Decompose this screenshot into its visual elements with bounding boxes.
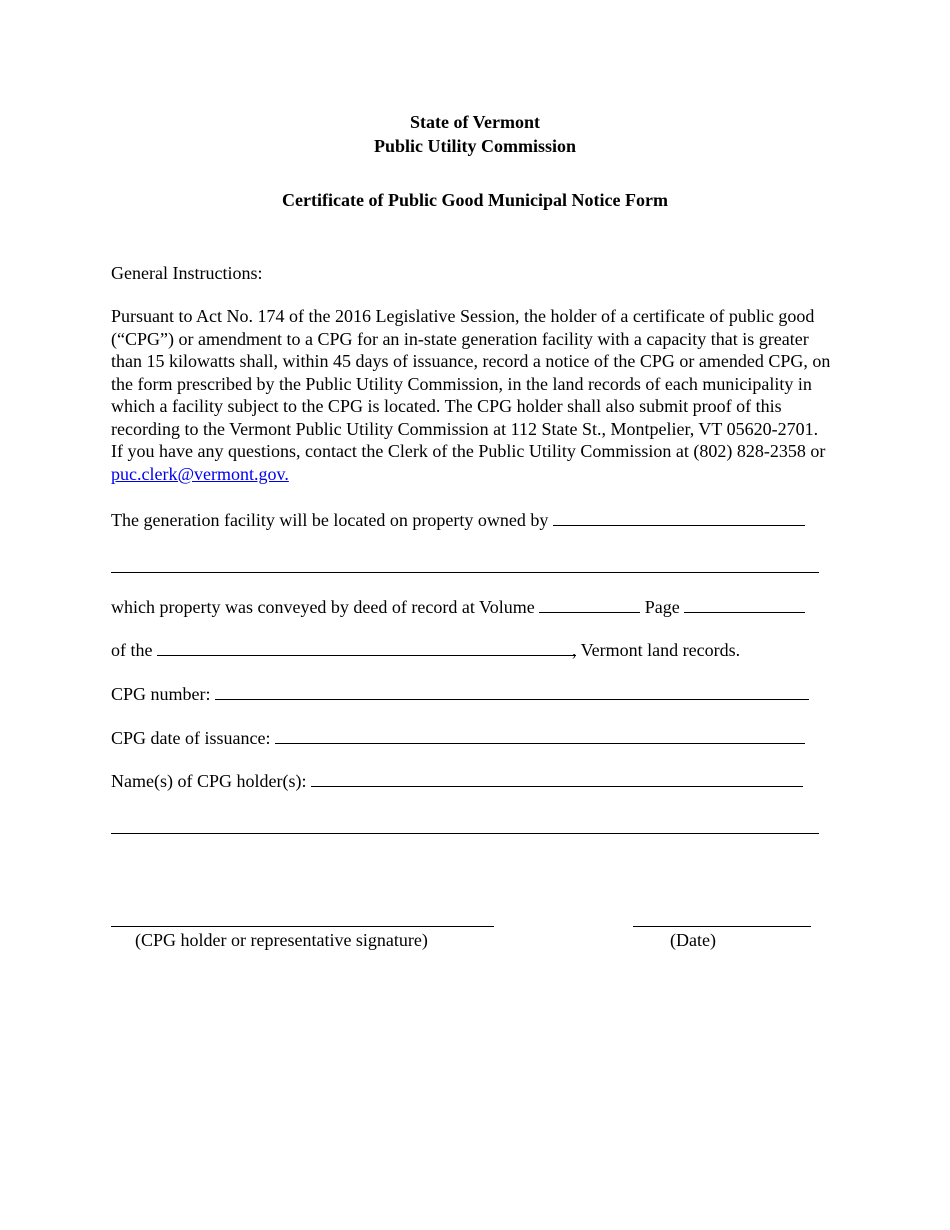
holder-names-continuation-line[interactable] bbox=[111, 833, 819, 834]
date-caption: (Date) bbox=[670, 930, 716, 950]
commission-heading: Public Utility Commission bbox=[373, 136, 576, 156]
holder-names-label: Name(s) of CPG holder(s): bbox=[111, 771, 307, 791]
owner-field-row bbox=[111, 509, 805, 531]
signature-caption: (CPG holder or representative signature) bbox=[135, 930, 428, 950]
of-the-label: of the bbox=[111, 640, 153, 660]
cpg-number-input[interactable] bbox=[215, 683, 809, 700]
page-label: Page bbox=[644, 597, 680, 617]
cpg-date-label: CPG date of issuance: bbox=[111, 728, 271, 748]
municipality-input[interactable] bbox=[157, 639, 576, 656]
owner-continuation-line[interactable] bbox=[111, 572, 819, 573]
owner-label: The generation facility will be located on property owned by bbox=[111, 510, 549, 530]
land-records-label: , Vermont land records. bbox=[571, 640, 741, 660]
state-heading: State of Vermont bbox=[410, 112, 540, 132]
owner-input[interactable] bbox=[553, 509, 805, 526]
cpg-number-row bbox=[111, 683, 809, 705]
municipality-field-row bbox=[111, 639, 740, 661]
instructions-heading: General Instructions: bbox=[111, 263, 263, 283]
volume-input[interactable] bbox=[539, 596, 640, 613]
holder-names-input[interactable] bbox=[311, 770, 803, 787]
deed-field-row bbox=[111, 596, 805, 618]
deed-volume-label: which property was conveyed by deed of record at Volume bbox=[111, 597, 535, 617]
cpg-number-label: CPG number: bbox=[111, 684, 211, 704]
cpg-date-row bbox=[111, 727, 805, 749]
email-link[interactable]: puc.clerk@vermont.gov. bbox=[111, 463, 289, 484]
form-title: Certificate of Public Good Municipal Notice Form bbox=[282, 190, 668, 210]
holder-names-row bbox=[111, 770, 803, 792]
instructions-paragraph bbox=[111, 305, 831, 485]
signature-line[interactable] bbox=[111, 926, 494, 927]
date-line[interactable] bbox=[633, 926, 811, 927]
instructions-body: Pursuant to Act No. 174 of the 2016 Legislative Session, the holder of a certificate of public good (“CPG”) or amendment to a CPG for an in-state generation facility with a capacity that is greater than 15 kilowatts shall, within 45 days of issuance, record a notice of the CPG or amended CPG, on the form prescribed by the Public Utility Commission, in the land records of each municipality in which a facility subject to the CPG is located. The CPG holder shall also submit proof of this recording to the Vermont Public Utility Commission at 112 State St., Montpelier, VT 05620-2701. If you have any questions, contact the Clerk of the Public Utility Commission at (802) 828-2358 or bbox=[111, 306, 831, 461]
cpg-date-input[interactable] bbox=[275, 727, 805, 744]
page-input[interactable] bbox=[684, 596, 805, 613]
